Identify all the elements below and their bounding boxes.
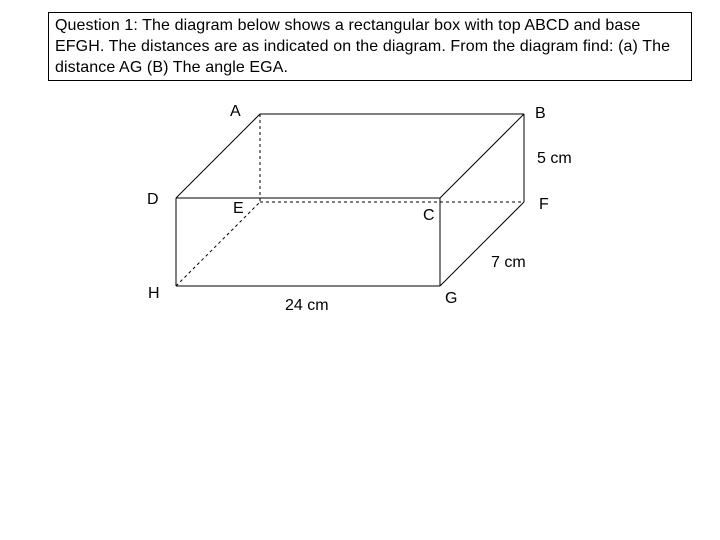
vertex-label-b: B xyxy=(535,105,546,122)
vertex-label-c: C xyxy=(423,207,435,224)
dimension-height-label: 5 cm xyxy=(537,150,572,167)
vertex-label-e: E xyxy=(233,200,244,217)
solid-edges xyxy=(176,114,524,286)
edge-he-hidden xyxy=(176,202,260,286)
edge-gf xyxy=(440,202,524,286)
vertex-label-h: H xyxy=(148,285,160,302)
dimension-depth-label: 7 cm xyxy=(491,254,526,271)
hidden-edges xyxy=(176,114,524,286)
edge-top-left xyxy=(176,114,260,198)
vertex-label-a: A xyxy=(230,103,241,120)
vertex-label-f: F xyxy=(539,196,549,213)
question-text: Question 1: The diagram below shows a rectangular box with top ABCD and base EFGH. The distances are as indicated on the diagram. From the diagram find: (a) The distance AG (B) The angle EGA. xyxy=(48,12,692,81)
dimension-length-label: 24 cm xyxy=(285,297,329,314)
vertex-label-g: G xyxy=(445,290,458,307)
edge-top-right xyxy=(440,114,524,198)
vertex-label-d: D xyxy=(147,191,159,208)
